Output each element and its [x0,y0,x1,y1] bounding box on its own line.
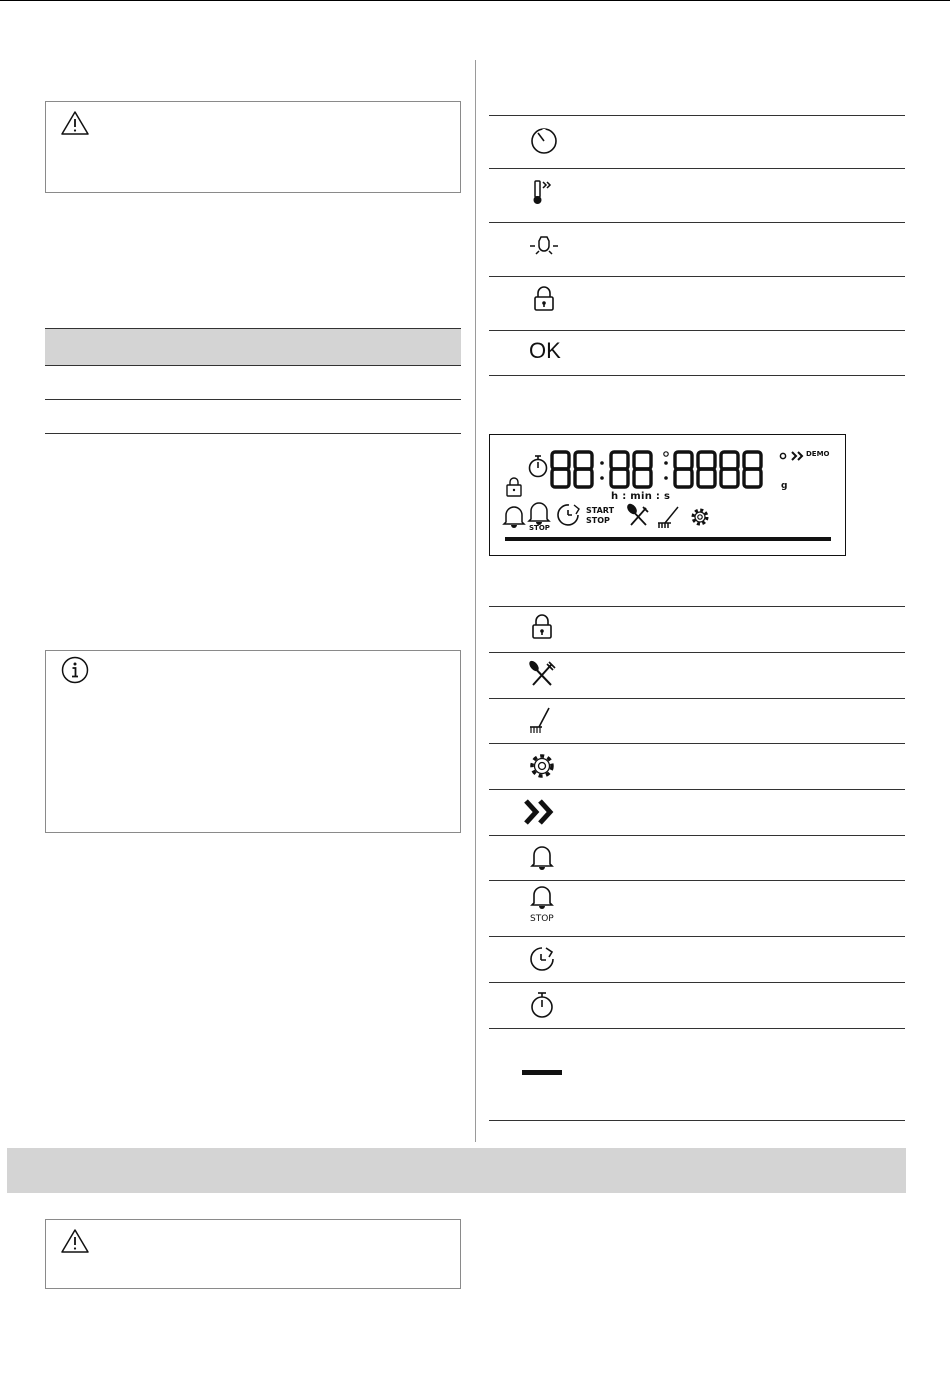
info-box [45,650,461,833]
display-stop-label: STOP [586,516,610,525]
warning-box-bottom [45,1219,461,1289]
column-divider [475,60,476,1142]
display-stopwatch-icon [530,456,547,477]
info-circle-icon [60,655,90,685]
display-progress-bar [505,537,831,541]
ind-rule-1 [489,652,905,653]
display-time-units: h : min : s [611,491,671,502]
ind-rule-6 [489,880,905,881]
gear-icon [524,748,560,784]
keys-rule-5 [489,375,905,376]
ind-rule-8 [489,982,905,983]
display-gear-icon [693,510,707,524]
section-band [7,1148,906,1193]
ind-rule-3 [489,743,905,744]
display-panel [489,434,846,556]
clock-arrow-icon [524,941,560,977]
keys-rule-2 [489,222,905,223]
keys-rule-0 [489,115,905,116]
display-lock-icon [507,478,521,496]
ind-rule-4 [489,789,905,790]
table-header-rule [45,365,461,366]
ok-text: OK [529,338,561,363]
warning-triangle-icon [60,110,90,136]
table-top-rule [45,328,461,329]
ind-rule-10 [489,1120,905,1121]
ind-rule-5 [489,835,905,836]
display-gram-unit: g [781,481,788,491]
display-start-label: START [586,506,615,515]
page-top-rule [0,0,950,1]
ind-rule-9 [489,1028,905,1029]
timer-icon [526,123,562,159]
display-brush-icon [658,507,678,528]
bell-icon [524,840,560,876]
display-cutlery-icon [626,503,648,525]
stopwatch-icon [524,987,560,1023]
bar-indicator-icon [522,1070,562,1075]
display-demo-label: DEMO [806,450,830,458]
lock-icon [526,283,562,319]
brush-icon [524,703,560,739]
display-digits [552,452,761,487]
display-clock-arrow-icon [558,505,579,525]
table-header-band [45,328,461,365]
ind-rule-2 [489,698,905,699]
keys-rule-3 [489,276,905,277]
display-bell-stop-icon [529,503,549,525]
light-bulb-icon [526,229,562,265]
ind-rule-7 [489,936,905,937]
fast-heat-thermometer-icon [526,176,562,212]
keys-rule-1 [489,168,905,169]
display-degree-1 [664,452,668,456]
table-row-rule [45,399,461,400]
display-bell-stop-label: STOP [529,524,550,532]
warning-box-top [45,101,461,193]
display-bell-icon [504,507,524,528]
keys-rule-4 [489,330,905,331]
ind-rule-0 [489,606,905,607]
display-degree-2 [780,453,785,458]
table-bottom-rule [45,433,461,434]
cutlery-icon [524,657,560,693]
display-chevron-icon [792,452,802,460]
bell-stop-sub-label: STOP [530,914,554,924]
warning-triangle-icon [60,1228,90,1254]
lock-icon [524,611,560,647]
double-chevron-icon [522,794,562,830]
